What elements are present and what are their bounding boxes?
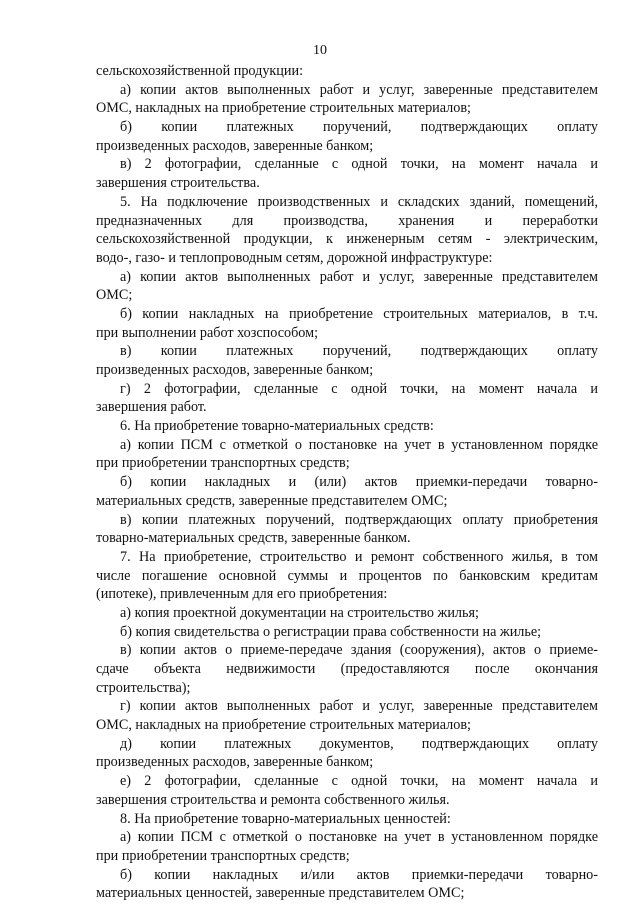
text-line: предназначенных для производства, хранения и переработки	[96, 212, 598, 229]
text-line: материальных средств, заверенные представителем ОМС;	[96, 492, 448, 509]
text-line: (ипотеке), привлеченным для его приобретения:	[96, 586, 388, 603]
paragraph	[96, 81, 598, 118]
text-line: ОМС;	[96, 287, 133, 304]
paragraph	[96, 866, 598, 903]
text-line: завершения строительства и ремонта собственного жилья.	[96, 791, 450, 808]
text-line: а) копия проектной документации на строительство жилья;	[120, 604, 479, 621]
document-body	[96, 62, 598, 903]
text-line: материальных ценностей, заверенные представителем ОМС;	[96, 885, 465, 902]
paragraph	[96, 511, 598, 548]
paragraph	[96, 417, 598, 436]
text-line: при выполнении работ хозспособом;	[96, 324, 319, 341]
paragraph	[96, 473, 598, 510]
text-line: ОМС, накладных на приобретение строительных материалов;	[96, 717, 471, 734]
text-line: г) 2 фотографии, сделанные с одной точки, на момент начала и	[120, 380, 598, 397]
text-line: водо-, газо- и теплопроводным сетям, дорожной инфраструктуре:	[96, 249, 493, 266]
paragraph	[96, 623, 598, 642]
text-line: сельскохозяйственной продукции:	[96, 63, 304, 79]
text-line: строительства);	[96, 679, 191, 696]
text-line: б) копии накладных и (или) актов приемки-передачи товарно-	[120, 474, 598, 491]
text-line: д) копии платежных документов, подтверждающих оплату	[120, 735, 598, 752]
paragraph	[96, 118, 598, 155]
text-line: в) 2 фотографии, сделанные с одной точки, на момент начала и	[120, 156, 598, 173]
paragraph	[96, 193, 598, 268]
text-line: в) копии платежных поручений, подтверждающих оплату	[120, 343, 598, 360]
text-line: б) копии платежных поручений, подтверждающих оплату	[120, 119, 598, 136]
text-line: е) 2 фотографии, сделанные с одной точки, на момент начала и	[120, 773, 598, 790]
text-line: ОМС, накладных на приобретение строительных материалов;	[96, 100, 471, 117]
text-line: сдаче объекта недвижимости (предоставляются после окончания	[96, 661, 598, 677]
paragraph	[96, 828, 598, 865]
text-line: а) копии актов выполненных работ и услуг, заверенные представителем	[120, 268, 598, 285]
text-line: произведенных расходов, заверенные банком;	[96, 362, 374, 378]
paragraph	[96, 548, 598, 604]
text-line: 8. На приобретение товарно-материальных ценностей:	[120, 810, 451, 827]
text-line: сельскохозяйственной продукции, к инженерным сетям - электрическим,	[96, 231, 598, 248]
text-line: б) копии накладных на приобретение строительных материалов, в т.ч.	[120, 305, 598, 322]
paragraph	[96, 697, 598, 734]
paragraph	[96, 604, 598, 623]
text-line: произведенных расходов, заверенные банком;	[96, 137, 374, 154]
paragraph	[96, 772, 598, 809]
text-line: б) копия свидетельства о регистрации права собственности на жилье;	[120, 623, 542, 640]
paragraph	[96, 810, 598, 829]
text-line: завершения строительства.	[96, 175, 260, 192]
paragraph	[96, 380, 598, 417]
paragraph	[96, 436, 598, 473]
paragraph	[96, 155, 598, 192]
text-line: 7. На приобретение, строительство и ремонт собственного жилья, в том	[120, 548, 598, 565]
text-line: произведенных расходов, заверенные банком;	[96, 754, 374, 771]
text-line: а) копии актов выполненных работ и услуг, заверенные представителем	[120, 81, 598, 98]
text-line: а) копии ПСМ с отметкой о постановке на учет в установленном порядке	[120, 436, 598, 453]
paragraph	[96, 641, 598, 697]
text-line: числе погашение основной суммы и процентов по банковским кредитам	[96, 567, 598, 584]
text-line: 5. На подключение производственных и складских зданий, помещений,	[120, 193, 598, 210]
text-line: г) копии актов выполненных работ и услуг, заверенные представителем	[120, 698, 598, 715]
text-line: б) копии накладных и/или актов приемки-передачи товарно-	[120, 866, 598, 883]
text-line: в) копии платежных поручений, подтверждающих оплату приобретения	[120, 511, 598, 528]
paragraph	[96, 305, 598, 342]
text-line: а) копии ПСМ с отметкой о постановке на учет в установленном порядке	[120, 829, 598, 846]
paragraph	[96, 62, 598, 81]
paragraph	[96, 268, 598, 305]
text-line: товарно-материальных средств, заверенные банком.	[96, 530, 411, 547]
text-line: в) копии актов о приеме-передаче здания (сооружения), актов о приеме-	[120, 642, 598, 659]
paragraph	[96, 342, 598, 379]
text-line: при приобретении транспортных средств;	[96, 847, 350, 864]
paragraph	[96, 735, 598, 772]
text-line: завершения работ.	[96, 399, 207, 416]
text-line: 6. На приобретение товарно-материальных средств:	[120, 418, 434, 435]
page-number: 10	[313, 43, 327, 58]
text-line: при приобретении транспортных средств;	[96, 455, 350, 472]
